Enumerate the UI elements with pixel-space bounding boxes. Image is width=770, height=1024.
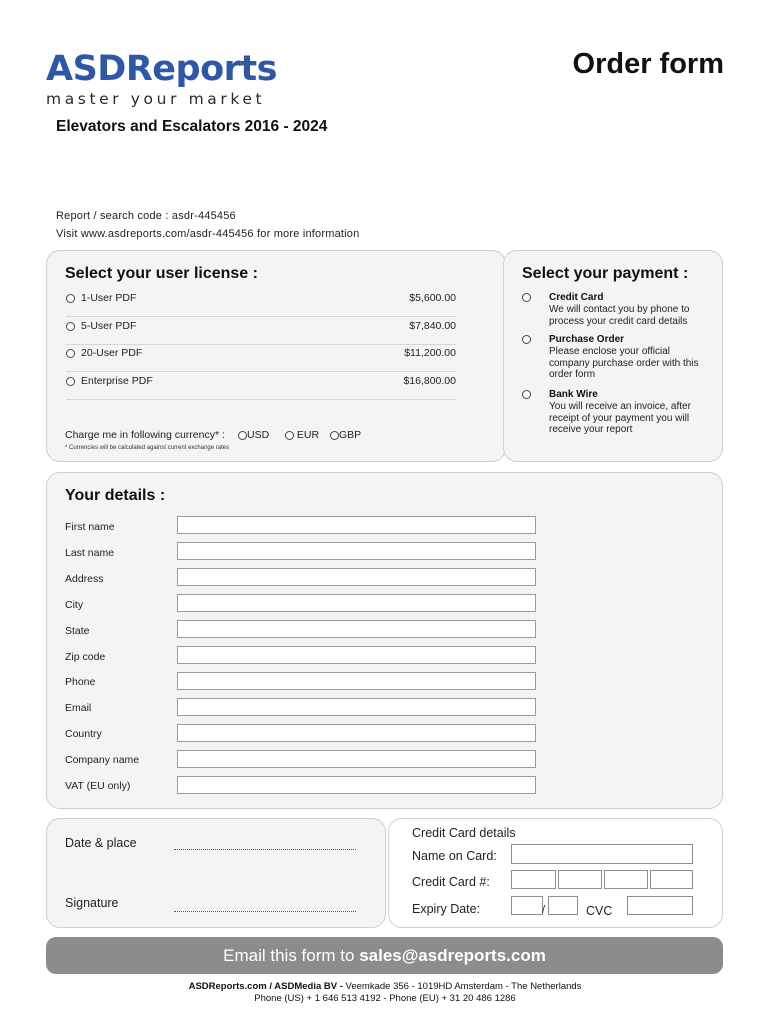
license-option-1-user[interactable]: 1-User PDF $5,600.00 — [66, 290, 456, 317]
address-input[interactable] — [177, 568, 536, 586]
search-code: Report / search code : asdr-445456 — [56, 210, 236, 222]
license-option-20-user[interactable]: 20-User PDF $11,200.00 — [66, 345, 456, 372]
currency-usd[interactable]: USD — [238, 429, 269, 441]
cvc-label: CVC — [586, 904, 613, 918]
last-name-input[interactable] — [177, 542, 536, 560]
state-label: State — [65, 625, 90, 637]
payment-title: Select your payment : — [522, 265, 689, 282]
vat-input[interactable] — [177, 776, 536, 794]
country-input[interactable] — [177, 724, 536, 742]
company-name-input[interactable] — [177, 750, 536, 768]
expiry-month-input[interactable] — [511, 896, 546, 916]
country-label: Country — [65, 728, 102, 740]
logo-wordmark: ASDReports — [46, 49, 277, 89]
credit-card-title: Credit Card details — [412, 826, 516, 840]
asdreports-logo — [46, 50, 277, 110]
name-on-card-input[interactable] — [511, 844, 693, 864]
cvc-input[interactable] — [627, 896, 693, 915]
email-input[interactable] — [177, 698, 536, 716]
visit-link-text: Visit www.asdreports.com/asdr-445456 for more information — [56, 228, 360, 240]
card-number-input-3[interactable] — [604, 870, 648, 889]
page-title: Order form — [572, 48, 724, 80]
radio-icon[interactable] — [66, 322, 75, 331]
radio-icon[interactable] — [66, 294, 75, 303]
currency-note: * Currencies will be calculated against current exchange rates — [65, 445, 230, 451]
expiry-date-label: Expiry Date: — [412, 902, 481, 916]
currency-gbp[interactable]: GBP — [330, 429, 361, 441]
date-place-label: Date & place — [65, 836, 137, 850]
state-input[interactable] — [177, 620, 536, 638]
last-name-label: Last name — [65, 547, 115, 559]
payment-option-credit-card[interactable]: Credit Card We will contact you by phone to process your credit card details — [522, 292, 712, 332]
date-place-line[interactable] — [174, 849, 356, 850]
payment-option-bank-wire[interactable]: Bank Wire You will receive an invoice, after receipt of your payment you will receive your report — [522, 389, 712, 439]
radio-icon[interactable] — [522, 335, 531, 344]
signature-line[interactable] — [174, 911, 356, 912]
address-label: Address — [65, 573, 104, 585]
phone-label: Phone — [65, 676, 96, 688]
signature-label: Signature — [65, 896, 119, 910]
expiry-year-input[interactable] — [548, 896, 578, 915]
currency-label: Charge me in following currency* : — [65, 429, 225, 441]
license-option-5-user[interactable]: 5-User PDF $7,840.00 — [66, 318, 456, 345]
license-title: Select your user license : — [65, 265, 258, 282]
radio-icon[interactable] — [330, 431, 339, 440]
expiry-slash: / — [542, 904, 546, 916]
vat-label: VAT (EU only) — [65, 780, 131, 792]
card-number-input-1[interactable] — [511, 870, 556, 889]
phone-input[interactable] — [177, 672, 536, 690]
radio-icon[interactable] — [522, 390, 531, 399]
company-name-label: Company name — [65, 754, 140, 766]
currency-eur[interactable]: EUR — [285, 429, 319, 441]
email-address[interactable]: sales@asdreports.com — [359, 946, 546, 965]
email-label: Email — [65, 702, 92, 714]
radio-icon[interactable] — [522, 293, 531, 302]
details-title: Your details : — [65, 487, 166, 504]
radio-icon[interactable] — [238, 431, 247, 440]
payment-option-purchase-order[interactable]: Purchase Order Please enclose your official company purchase order with this order form — [522, 334, 712, 384]
zip-code-label: Zip code — [65, 651, 106, 663]
zip-code-input[interactable] — [177, 646, 536, 664]
city-input[interactable] — [177, 594, 536, 612]
footer-address: ASDReports.com / ASDMedia BV - Veemkade 356 - 1019HD Amsterdam - The Netherlands — [188, 981, 582, 992]
first-name-label: First name — [65, 521, 115, 533]
radio-icon[interactable] — [66, 349, 75, 358]
card-number-input-4[interactable] — [650, 870, 693, 889]
radio-icon[interactable] — [66, 377, 75, 386]
name-on-card-label: Name on Card: — [412, 849, 497, 863]
card-number-input-2[interactable] — [558, 870, 602, 889]
email-form-banner[interactable]: Email this form to sales@asdreports.com — [46, 937, 723, 974]
card-number-label: Credit Card #: — [412, 875, 490, 889]
report-title: Elevators and Escalators 2016 - 2024 — [56, 118, 328, 135]
radio-icon[interactable] — [285, 431, 294, 440]
city-label: City — [65, 599, 84, 611]
footer-phones: Phone (US) + 1 646 513 4192 - Phone (EU) + 31 20 486 1286 — [254, 993, 516, 1004]
logo-tagline: master your market — [46, 90, 266, 108]
license-option-enterprise[interactable]: Enterprise PDF $16,800.00 — [66, 373, 456, 400]
first-name-input[interactable] — [177, 516, 536, 534]
